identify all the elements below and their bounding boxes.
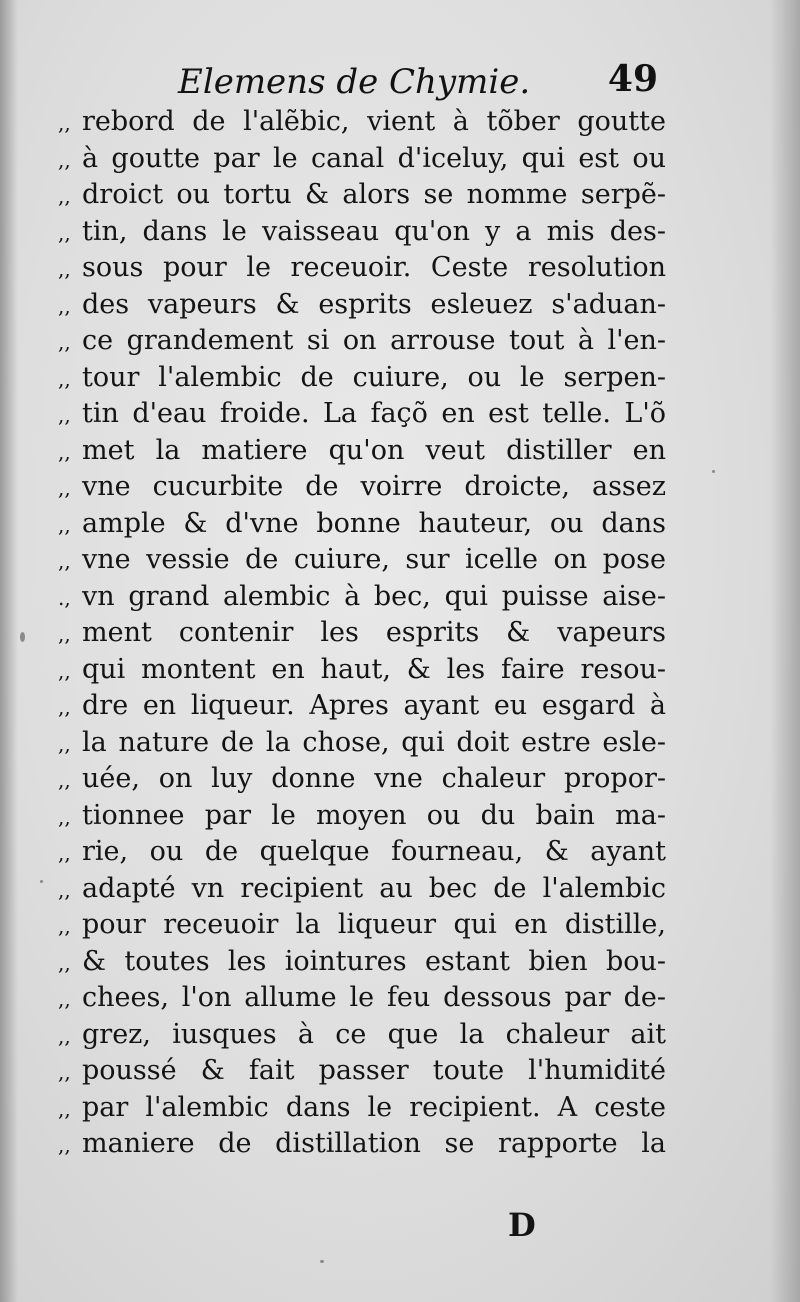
guillemet-marker: ,, (58, 439, 71, 464)
line-text: adapté vn recipient au bec de l'alembic (82, 872, 666, 904)
text-line (58, 688, 670, 725)
guillemet-marker: ,, (58, 257, 71, 281)
guillemet-marker: ., (58, 585, 71, 610)
guillemet-marker: ,, (58, 877, 71, 902)
text-line (58, 214, 670, 251)
line-text: dre en liqueur. Apres ayant eu esgard à (82, 690, 666, 721)
text-line (58, 944, 670, 981)
line-text: & toutes les iointures estant bien bou- (82, 945, 666, 977)
guillemet-marker: ,, (58, 987, 71, 1011)
line-text: ce grandement si on arrouse tout à l'en- (82, 325, 666, 356)
line-text: vn grand alembic à bec, qui puisse aise- (82, 580, 666, 612)
line-text: tionnee par le moyen ou du bain ma- (82, 799, 666, 831)
guillemet-marker: ,, (58, 1133, 71, 1157)
guillemet-marker: ,, (58, 950, 71, 975)
text-line (58, 396, 670, 433)
guillemet-marker: ,, (58, 658, 71, 683)
line-text: tin, dans le vaisseau qu'on y a mis des- (82, 215, 666, 247)
guillemet-marker: ,, (58, 476, 71, 500)
guillemet-marker: ,, (58, 731, 71, 756)
text-line (58, 104, 670, 141)
text-line (58, 834, 670, 871)
line-text: ment contenir les esprits & vapeurs (82, 617, 666, 648)
guillemet-marker: ,, (58, 1023, 71, 1048)
guillemet-marker: ,, (58, 804, 71, 829)
line-text: rie, ou de quelque fourneau, & ayant (82, 836, 666, 867)
text-line (58, 579, 670, 616)
text-line (58, 250, 670, 287)
line-text: à goutte par le canal d'iceluy, qui est ou (82, 142, 666, 174)
guillemet-marker: ,, (58, 111, 71, 135)
running-head (178, 58, 658, 106)
paper-speck (320, 1260, 324, 1263)
guillemet-marker: ,, (58, 841, 71, 865)
guillemet-marker: ,, (58, 403, 71, 427)
line-text: grez, iusques à ce que la chaleur ait (82, 1018, 666, 1050)
guillemet-marker: ,, (58, 622, 71, 646)
page-edge-shadow-right (770, 0, 800, 1302)
text-line (58, 725, 670, 762)
guillemet-marker: ,, (58, 330, 71, 354)
text-line (58, 433, 670, 470)
text-line (58, 177, 670, 214)
text-line (58, 615, 670, 652)
line-text: tour l'alembic de cuiure, ou le serpen- (82, 361, 666, 393)
page-edge-shadow-left (0, 0, 18, 1302)
line-text: ample & d'vne bonne hauteur, ou dans (82, 507, 666, 539)
line-text: met la matiere qu'on veut distiller en (82, 434, 666, 466)
text-line (58, 1090, 670, 1127)
body-text (58, 104, 670, 1163)
text-line (58, 871, 670, 908)
text-line (58, 141, 670, 178)
line-text: vne vessie de cuiure, sur icelle on pose (82, 544, 666, 575)
line-text: poussé & fait passer toute l'humidité (82, 1055, 666, 1086)
guillemet-marker: ,, (58, 1060, 71, 1084)
text-line (58, 287, 670, 324)
guillemet-marker: ,, (58, 293, 71, 318)
guillemet-marker: ,, (58, 549, 71, 573)
guillemet-marker: ,, (58, 768, 71, 792)
guillemet-marker: ,, (58, 366, 71, 391)
guillemet-marker: ,, (58, 147, 71, 172)
line-text: vne cucurbite de voirre droicte, assez (82, 471, 666, 502)
text-line (58, 1017, 670, 1054)
line-text: la nature de la chose, qui doit estre esle- (82, 726, 666, 758)
text-line (58, 506, 670, 543)
text-line (58, 1126, 670, 1163)
paper-speck (40, 880, 43, 883)
line-text: des vapeurs & esprits esleuez s'aduan- (82, 288, 666, 320)
guillemet-marker: ,, (58, 220, 71, 245)
line-text: sous pour le receuoir. Ceste resolution (82, 252, 666, 283)
line-text: tin d'eau froide. La façõ en est telle. L'õ (82, 398, 666, 429)
paper-speck (712, 470, 715, 473)
line-text: chees, l'on allume le feu dessous par de- (82, 982, 666, 1013)
text-line (58, 761, 670, 798)
guillemet-marker: ,, (58, 914, 71, 938)
text-line (58, 1053, 670, 1090)
text-line (58, 469, 670, 506)
line-text: rebord de l'alẽbic, vient à tõber goutte (82, 106, 666, 137)
signature-mark: D (508, 1206, 536, 1244)
line-text: par l'alembic dans le recipient. A ceste (82, 1091, 666, 1123)
line-text: pour receuoir la liqueur qui en distille, (82, 909, 666, 940)
line-text: uée, on luy donne vne chaleur propor- (82, 763, 666, 794)
line-text: droict ou tortu & alors se nomme serpẽ- (82, 179, 666, 210)
text-line (58, 323, 670, 360)
guillemet-marker: ,, (58, 184, 71, 208)
running-title: Elemens de Chymie. (178, 62, 531, 102)
paper-speck (20, 632, 25, 642)
line-text: maniere de distillation se rapporte la (82, 1128, 666, 1159)
guillemet-marker: ,, (58, 512, 71, 537)
text-line (58, 652, 670, 689)
guillemet-marker: ,, (58, 1096, 71, 1121)
text-line (58, 980, 670, 1017)
page-number: 49 (607, 58, 658, 100)
guillemet-marker: ,, (58, 695, 71, 719)
text-line (58, 542, 670, 579)
text-line (58, 360, 670, 397)
line-text: qui montent en haut, & les faire resou- (82, 653, 666, 685)
text-line (58, 907, 670, 944)
text-line (58, 798, 670, 835)
